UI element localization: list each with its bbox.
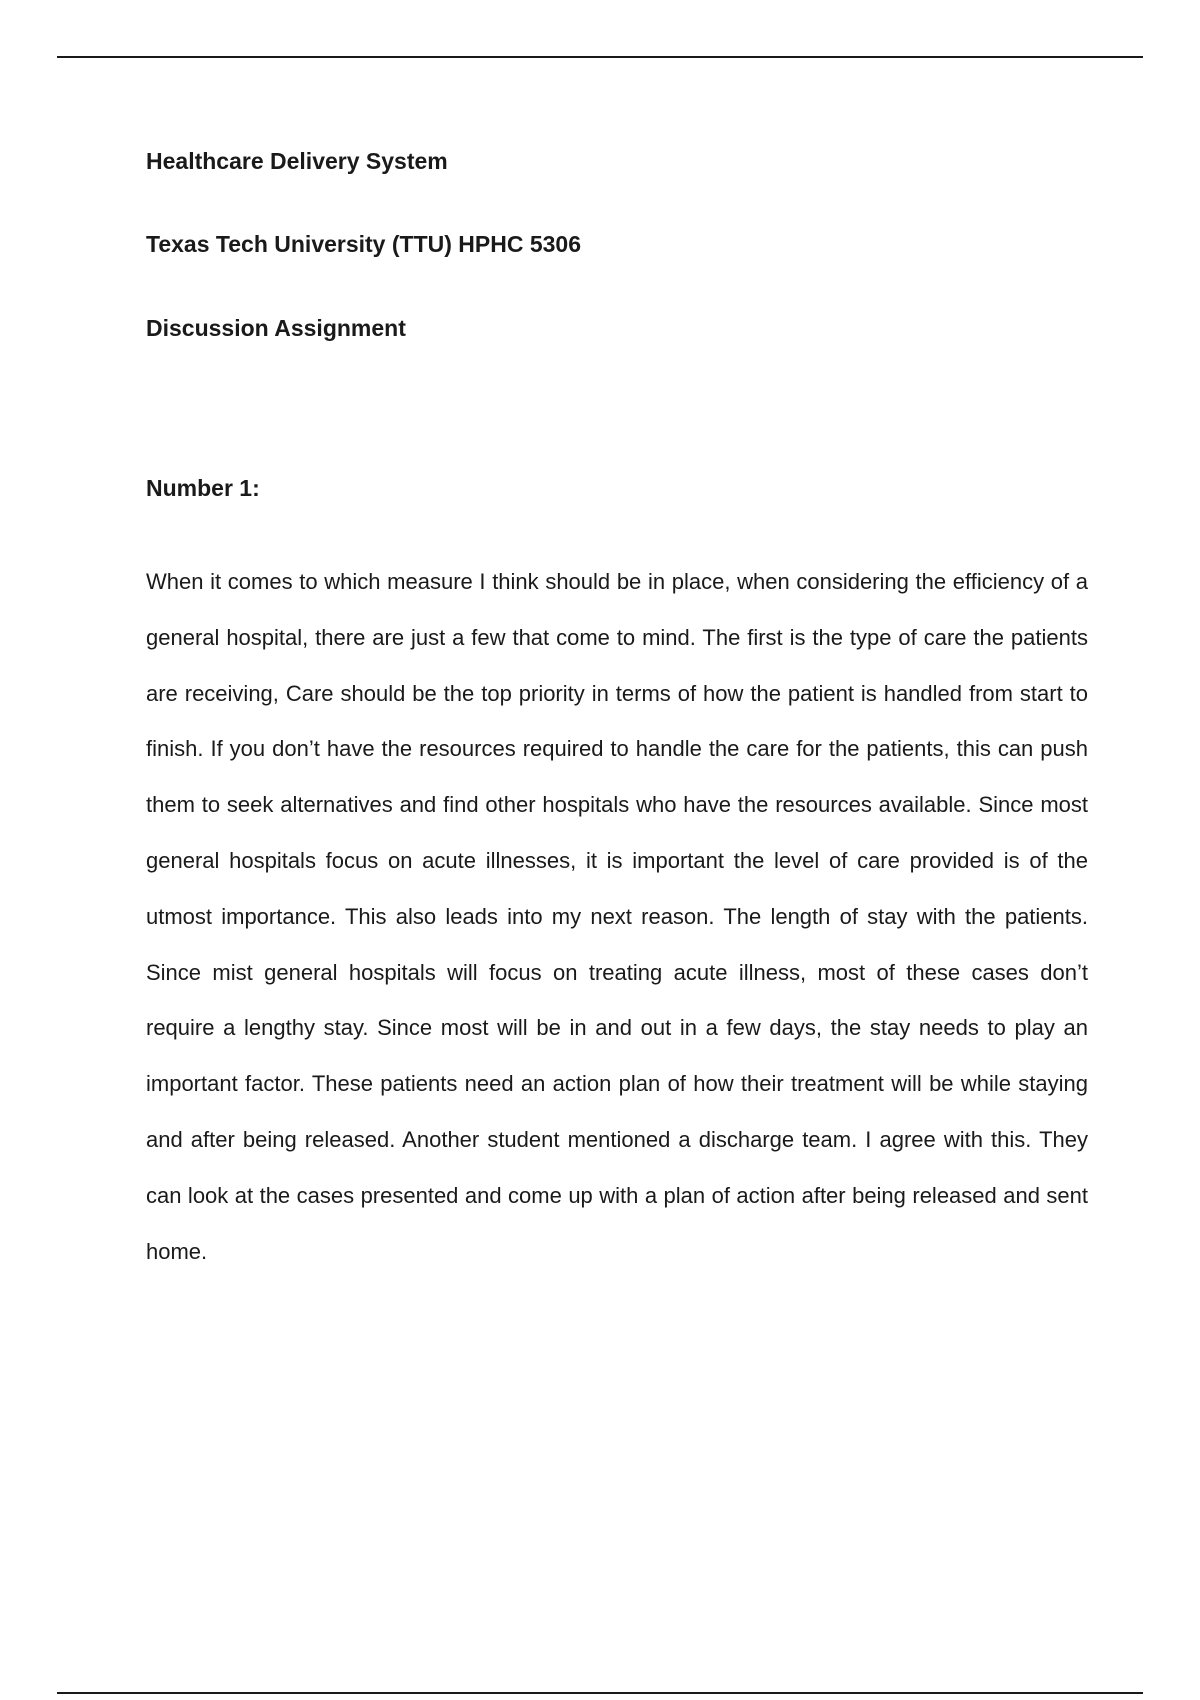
course-heading: Texas Tech University (TTU) HPHC 5306 — [146, 231, 582, 257]
body-paragraph: When it comes to which measure I think should be in place, when considering the efficiency of a general hospital, there are just a few that come to mind. The first is the type of care the patients are receiving, Care should be the top priority in terms of how the patient is handled from start to finish. If you don’t have the resources required to handle the care for the patients, this can push them to seek alternatives and find other hospitals who have the resources available. Since most general hospitals focus on acute illnesses, it is important the level of care provided is of the utmost importance. This also leads into my next reason. The length of stay with the patients. Since mist general hospitals will focus on treating acute illness, most of these cases don’t require a lengthy stay. Since most will be in and out in a few days, the stay needs to play an important factor. These patients need an action plan of how their treatment will be while staying and after being released. Another student mentioned a discharge team. I agree with this. They can look at the cases presented and come up with a plan of action after being released and sent home. — [146, 569, 1088, 1264]
footer-rule — [57, 1692, 1143, 1694]
header-rule — [57, 56, 1143, 58]
section-heading: Number 1: — [146, 475, 260, 501]
document-title: Healthcare Delivery System — [146, 148, 448, 174]
assignment-heading: Discussion Assignment — [146, 315, 406, 341]
